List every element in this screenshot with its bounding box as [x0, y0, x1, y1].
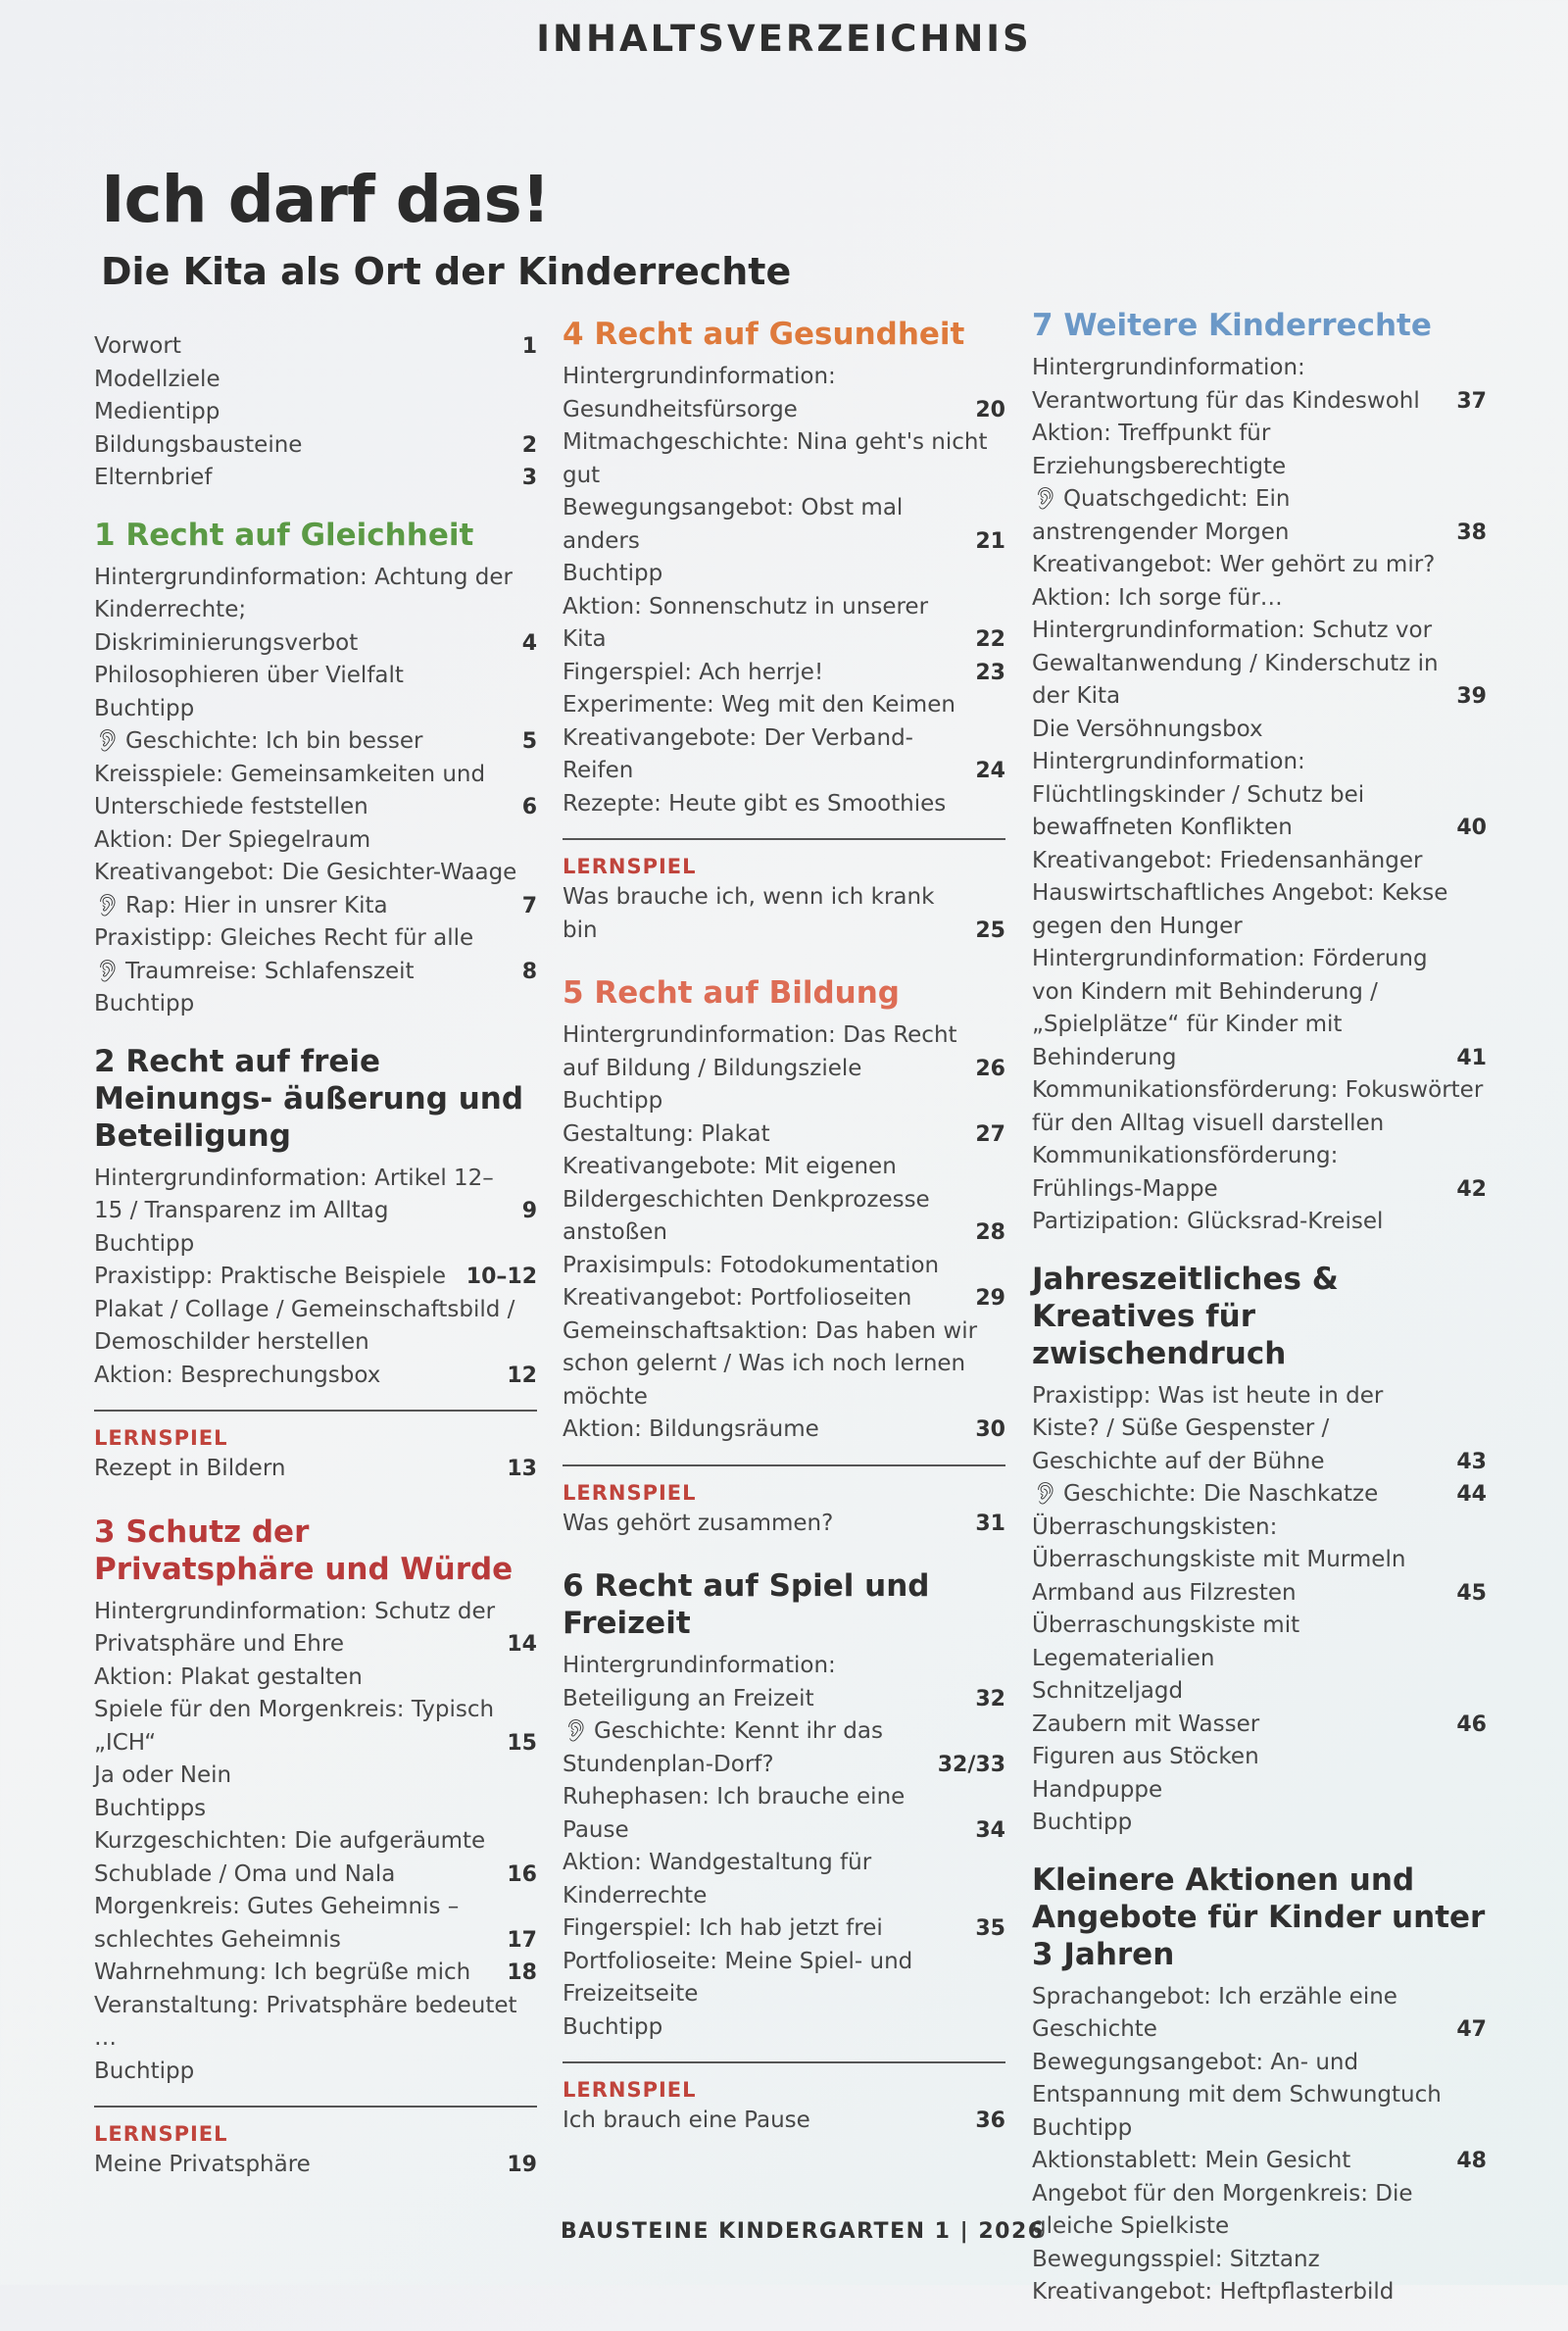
page-number: 28	[975, 1220, 1005, 1245]
lernspiel-box	[563, 838, 1005, 947]
toc-entry	[563, 1250, 1005, 1283]
ear-icon: 👂︎	[94, 729, 122, 754]
entry-text: Bewegungsangebot: An- und Entspannung mit dem Schwungtuch	[1032, 2049, 1442, 2108]
toc-entry	[1032, 1741, 1487, 1774]
toc-section	[94, 1513, 537, 2182]
toc-entry	[1032, 746, 1487, 845]
entry-text: Elternbrief	[94, 465, 213, 490]
entry-text: 👂︎ Geschichte: Die Naschkatze	[1032, 1478, 1448, 1512]
page-number: 36	[975, 2108, 1005, 2133]
toc-entry	[1032, 1074, 1487, 1140]
ear-icon: 👂︎	[94, 959, 122, 984]
entry-text: Aktion: Bildungsräume	[563, 1416, 819, 1442]
section-title: 4 Recht auf Gesundheit	[563, 317, 965, 352]
toc-entry	[1032, 2178, 1487, 2244]
entry-text: Kreativangebot: Heftpflasterbild	[1032, 2279, 1395, 2305]
entry-text: Hauswirtschaftliches Angebot: Kekse gegen den Hunger	[1032, 880, 1448, 939]
entry-text: Aktion: Der Spiegelraum	[94, 826, 371, 853]
toc-entry	[1032, 418, 1487, 483]
toc-section	[94, 517, 537, 1021]
lernspiel-box	[94, 2106, 537, 2182]
entry-text: Hintergrundinformation: Verantwortung für das Kindeswohl	[1032, 355, 1420, 414]
toc-column-2	[563, 316, 1005, 2165]
toc-entry	[563, 492, 1005, 558]
toc-entry	[94, 396, 537, 429]
page-number: 32/33	[937, 1752, 1005, 1777]
toc-entry	[94, 660, 537, 693]
page-number: 1	[521, 334, 537, 359]
toc-entry	[94, 857, 537, 890]
page-number: 15	[507, 1730, 537, 1756]
page-number: 48	[1456, 2149, 1487, 2173]
page-number: 46	[1456, 1711, 1487, 1737]
main-title: Ich darf das!	[101, 162, 550, 237]
toc-entry	[94, 1360, 537, 1393]
entry-text: Hintergrundinformation: Artikel 12–15 / Transparenz im Alltag	[94, 1165, 494, 1223]
toc-section	[563, 1567, 1005, 2138]
toc-entry	[563, 657, 1005, 690]
toc-entry	[563, 1946, 1005, 2011]
entry-text: Hintergrundinformation: Gesundheitsfürsorge	[563, 364, 836, 422]
toc-entry	[1032, 615, 1487, 714]
page-number: 10–12	[466, 1265, 537, 1289]
toc-entry	[563, 2011, 1005, 2045]
toc-entry	[1032, 2244, 1487, 2277]
toc-entry	[94, 1294, 537, 1360]
toc-entry	[94, 1825, 537, 1891]
toc-entry	[563, 558, 1005, 591]
lernspiel-label: LERNSPIEL	[563, 855, 697, 878]
toc-entry	[563, 1085, 1005, 1118]
entry-text: Überraschungskisten: Überraschungskiste mit Murmeln	[1032, 1513, 1406, 1572]
ear-icon: 👂︎	[1032, 487, 1059, 512]
toc-entry	[563, 1508, 1005, 1541]
page-number: 42	[1456, 1176, 1487, 1202]
entry-text: Sprachangebot: Ich erzähle eine Geschichte	[1032, 1983, 1397, 2042]
entry-text: Kreisspiele: Gemeinsamkeiten und Unterschiede feststellen	[94, 761, 486, 819]
page-number: 12	[507, 1363, 537, 1388]
toc-entry	[563, 361, 1005, 426]
section-title: 2 Recht auf freie Meinungs- äußerung und Beteiligung	[94, 1043, 524, 1154]
entry-text: Kurzgeschichten: Die aufgeräumte Schublade / Oma und Nala	[94, 1828, 486, 1887]
entry-text: Überraschungskiste mit Legematerialien	[1032, 1612, 1300, 1671]
lernspiel-label: LERNSPIEL	[563, 2078, 697, 2102]
entry-text: Praxistipp: Was ist heute in der Kiste? / Süße Gespenster / Geschichte auf der Bühne	[1032, 1382, 1384, 1474]
entry-text: Morgenkreis: Gutes Geheimnis – schlechtes Geheimnis	[94, 1894, 460, 1953]
toc-entry	[94, 429, 537, 463]
entry-text: Rezept in Bildern	[94, 1456, 286, 1481]
toc-entry	[94, 1596, 537, 1661]
toc-entry	[563, 1019, 1005, 1085]
toc-entry	[1032, 582, 1487, 616]
page-number: 14	[507, 1632, 537, 1657]
entry-text: Plakat / Collage / Gemeinschaftsbild / Demoschilder herstellen	[94, 1296, 515, 1355]
entry-text: Zaubern mit Wasser	[1032, 1711, 1260, 1737]
entry-text: Buchtipps	[94, 1795, 207, 1821]
entry-text: 👂︎ Rap: Hier in unsrer Kita	[94, 890, 514, 923]
toc-entry	[563, 788, 1005, 821]
toc-entry	[94, 725, 537, 759]
toc-entry	[563, 1650, 1005, 1715]
toc-entry	[94, 562, 537, 661]
toc-entry	[94, 1228, 537, 1262]
lernspiel-label: LERNSPIEL	[563, 1480, 697, 1505]
ear-icon: 👂︎	[563, 1719, 590, 1744]
entry-text: Hintergrundinformation: Achtung der Kinderrechte; Diskriminierungsverbot	[94, 564, 513, 656]
toc-entry	[1032, 2047, 1487, 2112]
toc-entry	[563, 426, 1005, 492]
page-number: 25	[975, 918, 1005, 943]
toc-entry	[563, 1847, 1005, 1912]
entry-text: Fingerspiel: Ach herrje!	[563, 659, 824, 685]
entry-text: Aktion: Sonnenschutz in unserer Kita	[563, 593, 929, 652]
toc-entry	[1032, 845, 1487, 878]
toc-entry	[563, 881, 1005, 947]
page-number: 37	[1456, 388, 1487, 414]
toc-entry	[1032, 943, 1487, 1074]
toc-entry	[1032, 2276, 1487, 2309]
page-number: 29	[975, 1286, 1005, 1311]
entry-text: Spiele für den Morgenkreis: Typisch „ICH“	[94, 1697, 495, 1756]
toc-section	[563, 974, 1005, 1540]
toc-entry	[1032, 2145, 1487, 2178]
toc-entry	[563, 1912, 1005, 1946]
toc-entry	[94, 693, 537, 726]
toc-column-1	[94, 330, 537, 2209]
toc-entry	[1032, 1981, 1487, 2047]
entry-text: Partizipation: Glücksrad-Kreisel	[1032, 1209, 1384, 1234]
section-title: 1 Recht auf Gleichheit	[94, 517, 474, 553]
section-title: Jahreszeitliches & Kreatives für zwischendruch	[1032, 1261, 1339, 1371]
entry-text: Ruhephasen: Ich brauche eine Pause	[563, 1784, 906, 1843]
toc-entry	[94, 364, 537, 397]
entry-text: Buchtipp	[1032, 2114, 1133, 2141]
toc-entry	[1032, 352, 1487, 418]
entry-text: Kreativangebot: Wer gehört zu mir?	[1032, 552, 1436, 577]
page-number: 24	[975, 759, 1005, 783]
section-title: Kleinere Aktionen und Angebote für Kinder unter 3 Jahren	[1032, 1861, 1486, 1972]
toc-section	[1032, 1861, 1487, 2309]
entry-text: Figuren aus Stöcken	[1032, 1744, 1259, 1769]
entry-text: Bewegungsspiel: Sitztanz	[1032, 2246, 1320, 2272]
toc-entry	[563, 1282, 1005, 1315]
entry-text: Handpuppe	[1032, 1776, 1163, 1803]
entry-text: Portfolioseite: Meine Spiel- und Freizeitseite	[563, 1948, 913, 2007]
subtitle: Die Kita als Ort der Kinderrechte	[101, 250, 792, 293]
entry-text: Aktion: Ich sorge für…	[1032, 584, 1283, 611]
toc-entry	[94, 1163, 537, 1228]
entry-text: Praxistipp: Gleiches Recht für alle	[94, 925, 474, 951]
entry-text: Aktionstablett: Mein Gesicht	[1032, 2148, 1351, 2173]
page-number: 43	[1456, 1449, 1487, 1474]
entry-text: Kommunikationsförderung: Fokuswörter für den Alltag visuell darstellen	[1032, 1077, 1484, 1136]
lernspiel-box	[563, 1464, 1005, 1541]
page-number: 20	[975, 397, 1005, 422]
toc-entry	[563, 722, 1005, 788]
entry-text: Buchtipp	[94, 2058, 195, 2084]
page-header: INHALTSVERZEICHNIS	[536, 18, 1032, 60]
entry-text: Philosophieren über Vielfalt	[94, 663, 404, 688]
entry-text: Kommunikationsförderung: Frühlings-Mappe	[1032, 1143, 1339, 1202]
entry-text: Die Versöhnungsbox	[1032, 716, 1263, 742]
toc-entry	[94, 1261, 537, 1294]
toc-entry	[94, 1793, 537, 1826]
entry-text: Buchtipp	[94, 695, 195, 721]
entry-text: Armband aus Filzresten	[1032, 1579, 1297, 1606]
toc-section	[94, 1043, 537, 1486]
toc-entry	[563, 1315, 1005, 1414]
toc-section	[1032, 307, 1487, 1239]
page-number: 22	[975, 627, 1005, 652]
page-number: 30	[975, 1417, 1005, 1442]
toc-entry	[94, 2149, 537, 2182]
entry-text: Wahrnehmung: Ich begrüße mich	[94, 1959, 471, 1985]
page-number: 35	[975, 1916, 1005, 1941]
entry-text: Buchtipp	[563, 2013, 663, 2040]
toc-entry	[1032, 1577, 1487, 1611]
page-number: 8	[521, 959, 537, 984]
toc-entry	[1032, 1206, 1487, 1239]
lernspiel-label: LERNSPIEL	[94, 2122, 228, 2146]
toc-entry	[94, 824, 537, 858]
page-number: 2	[521, 432, 537, 458]
lernspiel-box	[94, 1410, 537, 1486]
toc-entry	[94, 462, 537, 495]
toc-section	[1032, 1261, 1487, 1840]
page-number: 17	[507, 1927, 537, 1953]
entry-text: Hintergrundinformation: Förderung von Kindern mit Behinderung / „Spielplätze“ für Kinder mit Behinderung	[1032, 946, 1428, 1070]
lernspiel-label: LERNSPIEL	[94, 1426, 228, 1450]
toc-entry	[94, 988, 537, 1021]
page-number: 45	[1456, 1580, 1487, 1606]
page-number: 40	[1456, 816, 1487, 840]
page-number: 13	[507, 1457, 537, 1481]
entry-text: Buchtipp	[94, 991, 195, 1017]
ear-icon: 👂︎	[94, 893, 122, 918]
page-number: 38	[1456, 520, 1487, 545]
page-number: 39	[1456, 684, 1487, 709]
entry-text: Medientipp	[94, 399, 220, 424]
toc-entry	[1032, 1380, 1487, 1479]
toc-entry	[94, 330, 537, 364]
entry-text: 👂︎ Geschichte: Kennt ihr das Stundenplan-Dorf?	[563, 1715, 930, 1781]
page-number: 16	[507, 1861, 537, 1887]
toc-entry	[563, 1781, 1005, 1847]
page-number: 41	[1456, 1045, 1487, 1070]
entry-text: Angebot für den Morgenkreis: Die gleiche Spielkiste	[1032, 2180, 1413, 2239]
entry-text: Kreativangebote: Der Verband-Reifen	[563, 724, 913, 783]
entry-text: Vorwort	[94, 333, 181, 359]
entry-text: Mitmachgeschichte: Nina geht's nicht gut	[563, 429, 988, 488]
entry-text: Hintergrundinformation: Flüchtlingskinder / Schutz bei bewaffneten Konflikten	[1032, 749, 1365, 840]
toc-entry	[94, 1661, 537, 1695]
entry-text: Buchtipp	[94, 1230, 195, 1257]
toc-entry	[94, 956, 537, 989]
entry-text: Aktion: Besprechungsbox	[94, 1362, 381, 1388]
page-number: 32	[975, 1686, 1005, 1711]
entry-text: 👂︎ Quatschgedicht: Ein anstrengender Morgen	[1032, 483, 1448, 549]
page-number: 6	[521, 795, 537, 819]
toc-entry	[94, 1891, 537, 1957]
toc-entry	[563, 689, 1005, 722]
toc-entry	[94, 2056, 537, 2089]
toc-entry	[94, 759, 537, 824]
toc-entry	[1032, 549, 1487, 582]
page-number: 26	[975, 1056, 1005, 1081]
page-number: 9	[521, 1199, 537, 1223]
page-number: 44	[1456, 1482, 1487, 1507]
toc-entry	[1032, 1807, 1487, 1840]
entry-text: Experimente: Weg mit den Keimen	[563, 692, 956, 718]
toc-entry	[94, 1760, 537, 1793]
toc-entry	[94, 1957, 537, 1990]
page-number: 7	[521, 893, 537, 918]
page-number: 23	[975, 660, 1005, 685]
entry-text: Bewegungsangebot: Obst mal anders	[563, 495, 904, 554]
toc-entry	[1032, 2112, 1487, 2146]
ear-icon: 👂︎	[1032, 1482, 1059, 1507]
entry-text: 👂︎ Traumreise: Schlafenszeit	[94, 956, 514, 989]
toc-entry	[563, 1715, 1005, 1781]
footer: BAUSTEINE KINDERGARTEN 1 | 2026	[561, 2219, 1045, 2244]
toc-entry	[94, 890, 537, 923]
page-number: 5	[521, 729, 537, 754]
entry-text: Hintergrundinformation: Schutz vor Gewaltanwendung / Kinderschutz in der Kita	[1032, 618, 1439, 709]
toc-section	[94, 330, 537, 495]
toc-entry	[94, 1990, 537, 2056]
entry-text: Fingerspiel: Ich hab jetzt frei	[563, 1915, 883, 1941]
page-number: 19	[507, 2153, 537, 2177]
page-number: 27	[975, 1121, 1005, 1147]
entry-text: Meine Privatsphäre	[94, 2152, 311, 2177]
entry-text: 👂︎ Geschichte: Ich bin besser	[94, 725, 514, 759]
toc-entry	[94, 1453, 537, 1486]
section-title: 6 Recht auf Spiel und Freizeit	[563, 1568, 930, 1641]
lernspiel-box	[563, 2061, 1005, 2138]
toc-entry	[1032, 1774, 1487, 1808]
entry-text: Kreativangebot: Friedensanhänger	[1032, 847, 1423, 873]
toc-entry	[563, 1118, 1005, 1152]
toc-entry	[94, 922, 537, 956]
entry-text: Buchtipp	[1032, 1810, 1133, 1835]
toc-entry	[1032, 483, 1487, 549]
toc-section	[563, 316, 1005, 947]
section-title: 5 Recht auf Bildung	[563, 975, 900, 1011]
entry-text: Aktion: Plakat gestalten	[94, 1663, 363, 1690]
toc-entry	[1032, 1709, 1487, 1742]
entry-text: Ja oder Nein	[94, 1762, 232, 1788]
page-number: 31	[975, 1511, 1005, 1536]
entry-text: Praxisimpuls: Fotodokumentation	[563, 1252, 940, 1278]
entry-text: Ich brauch eine Pause	[563, 2108, 810, 2133]
entry-text: Rezepte: Heute gibt es Smoothies	[563, 790, 947, 817]
entry-text: Bildungsbausteine	[94, 431, 303, 458]
entry-text: Veranstaltung: Privatsphäre bedeutet …	[94, 1992, 517, 2051]
entry-text: Was gehört zusammen?	[563, 1510, 834, 1536]
entry-text: Schnitzeljagd	[1032, 1678, 1184, 1704]
entry-text: Aktion: Treffpunkt für Erziehungsberechtigte	[1032, 421, 1287, 479]
toc-entry	[563, 591, 1005, 657]
entry-text: Gemeinschaftsaktion: Das haben wir schon gelernt / Was ich noch lernen möchte	[563, 1317, 978, 1410]
entry-text: Hintergrundinformation: Das Recht auf Bildung / Bildungsziele	[563, 1022, 957, 1081]
section-title: 3 Schutz der Privatsphäre und Würde	[94, 1513, 514, 1587]
page-number: 3	[521, 466, 537, 490]
page-number: 4	[521, 630, 537, 656]
toc-entry	[1032, 1140, 1487, 1206]
toc-entry	[1032, 1675, 1487, 1709]
page-number: 47	[1456, 2017, 1487, 2042]
toc-entry	[1032, 877, 1487, 943]
toc-entry	[1032, 714, 1487, 747]
entry-text: Modellziele	[94, 366, 220, 392]
page-number: 21	[975, 528, 1005, 554]
entry-text: Buchtipp	[563, 1088, 663, 1114]
toc-column-3	[1032, 307, 1487, 2331]
toc-entry	[94, 1694, 537, 1760]
entry-text: Kreativangebot: Die Gesichter-Waage	[94, 860, 517, 885]
section-title: 7 Weitere Kinderrechte	[1032, 308, 1432, 343]
page-number: 34	[975, 1817, 1005, 1843]
entry-text: Was brauche ich, wenn ich krank bin	[563, 884, 935, 943]
toc-entry	[1032, 1512, 1487, 1577]
entry-text: Kreativangebote: Mit eigenen Bildergeschichten Denkprozesse anstoßen	[563, 1154, 930, 1245]
toc-entry	[563, 2105, 1005, 2138]
entry-text: Aktion: Wandgestaltung für Kinderrechte	[563, 1850, 872, 1909]
entry-text: Buchtipp	[563, 561, 663, 586]
toc-entry	[563, 1413, 1005, 1447]
entry-text: Hintergrundinformation: Schutz der Privatsphäre und Ehre	[94, 1598, 496, 1657]
toc-entry	[1032, 1610, 1487, 1675]
page-number: 18	[507, 1960, 537, 1985]
entry-text: Praxistipp: Praktische Beispiele	[94, 1264, 447, 1289]
entry-text: Hintergrundinformation: Beteiligung an Freizeit	[563, 1653, 836, 1711]
toc-entry	[1032, 1478, 1487, 1512]
toc-entry	[563, 1151, 1005, 1250]
entry-text: Gestaltung: Plakat	[563, 1120, 770, 1147]
entry-text: Kreativangebot: Portfolioseiten	[563, 1285, 912, 1311]
